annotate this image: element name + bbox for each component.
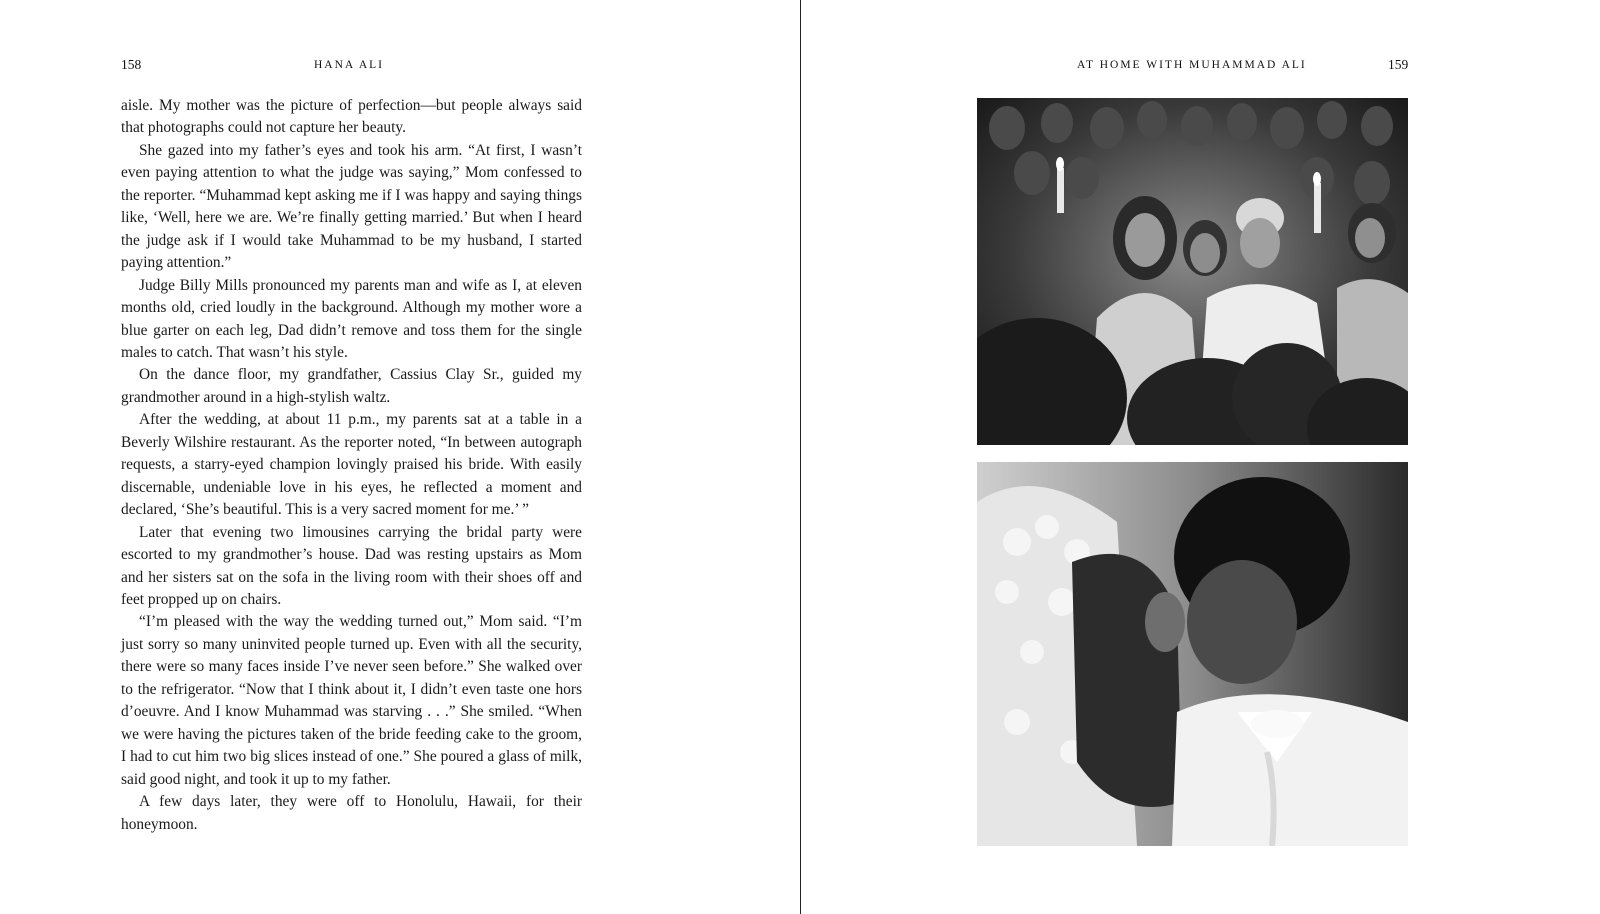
running-head: HANA ALI xyxy=(314,59,384,71)
wedding-procession-photo xyxy=(977,98,1408,445)
wedding-kiss-photo xyxy=(977,462,1408,846)
paragraph: After the wedding, at about 11 p.m., my parents sat at a table in a Beverly Wilshire restaurant. As the reporter noted, “In between autograph requests, a starry-eyed champion lovingly praised his bride. With easily discernable, undeniable love in his eyes, he reflected a moment and declared, ‘She’s beautiful. This is a very sacred moment for me.’ ” xyxy=(121,411,582,519)
page-number: 158 xyxy=(121,57,142,72)
body-text xyxy=(121,95,582,836)
right-page xyxy=(801,0,1600,914)
paragraph: She gazed into my father’s eyes and took his arm. “At first, I wasn’t even paying attention to what the judge was saying,” Mom confessed to the reporter. “Muhammad kept asking me if I was happy and saying things like, ‘Well, here we are. We’re finally getting married.’ But when I heard the judge ask if I would take Muhammad to be my husband, I started paying attention.” xyxy=(121,141,582,272)
page-number: 159 xyxy=(1388,57,1409,72)
paragraph: On the dance floor, my grandfather, Cassius Clay Sr., guided my grandmother around in a high-stylish waltz. xyxy=(121,366,582,406)
running-head: AT HOME WITH MUHAMMAD ALI xyxy=(1077,59,1307,71)
paragraph: aisle. My mother was the picture of perfection—but people always said that photographs could not capture her beauty. xyxy=(121,97,582,137)
paragraph: Later that evening two limousines carrying the bridal party were escorted to my grandmother’s house. Dad was resting upstairs as Mom and her sisters sat on the sofa in the living room with their shoes off and feet propped up on chairs. xyxy=(121,523,582,608)
paragraph: A few days later, they were off to Honolulu, Hawaii, for their honeymoon. xyxy=(121,793,582,833)
paragraph: Judge Billy Mills pronounced my parents man and wife as I, at eleven months old, cried loudly in the background. Although my mother wore a blue garter on each leg, Dad didn’t remove and toss them for the single males to catch. That wasn’t his style. xyxy=(121,276,582,361)
paragraph: “I’m pleased with the way the wedding turned out,” Mom said. “I’m just sorry so many uninvited people turned up. Even with all the security, there were so many faces inside I’ve never seen before.” She walked over to the refrigerator. “Now that I think about it, I didn’t even taste one hors d’oeuvre. And I know Muhammad was starving . . .” She smiled. “When we were having the pictures taken of the bride feeding cake to the groom, I had to cut him two big slices instead of one.” She poured a glass of milk, said good night, and took it up to my father. xyxy=(121,613,582,788)
